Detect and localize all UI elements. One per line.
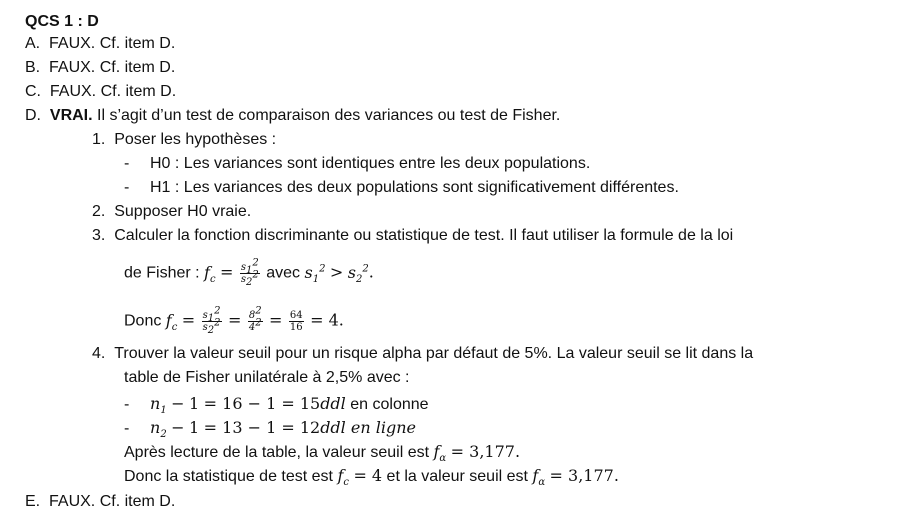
step-text: Supposer H0 vraie.: [114, 203, 252, 220]
item-letter: C.: [25, 83, 41, 100]
formula-lead: de Fisher :: [124, 264, 205, 282]
step-text: Trouver la valeur seuil pour un risque alpha par défaut de 5%. La valeur seuil se lit dans la: [114, 345, 754, 362]
conclusion-text: Donc la statistique de test est: [124, 468, 338, 485]
conclusion: Donc la statistique de test est $f_c = 4$ et la valeur seuil est $f_\alpha = 3,177$.: [124, 466, 619, 489]
item-text: Il s’agit d’un test de comparaison des variances ou test de Fisher.: [92, 107, 561, 124]
item-text: FAUX. Cf. item D.: [49, 83, 177, 100]
item-letter: E.: [25, 493, 41, 510]
step-number: 1.: [92, 131, 106, 148]
table-reading: Après lecture de la table, la valeur seuil est $f_\alpha = 3,177$.: [124, 442, 521, 465]
hypothesis-h0: - H0 : Les variances sont identiques entre les deux populations.: [124, 155, 591, 172]
fraction: $\frac{s_1^2}{s_2^2}$: [202, 305, 221, 336]
hypothesis-text: H1 : Les variances des deux populations sont significativement différentes.: [150, 179, 679, 196]
fraction: $\frac{s_1^2}{s_2^2}$: [240, 257, 259, 288]
item-b: [25, 58, 175, 78]
conclusion-text: et la valeur seuil est: [382, 468, 533, 485]
ddl-unit: ddl: [320, 394, 346, 413]
step-4: [92, 344, 753, 364]
fisher-computation: Donc $f_c$ = $\frac{s_1^2}{s_2^2}$ = $\frac{8^2}{4^2}$ = $\frac{64}{16}$ = 4.: [124, 305, 344, 336]
ddl-column: - $n_1 - 1 = 16 - 1 = 15ddl$ en colonne: [124, 394, 429, 417]
formula-result: = 4.: [310, 310, 344, 330]
item-a: [25, 34, 175, 54]
item-letter: A.: [25, 35, 41, 52]
reading-text: Après lecture de la table, la valeur seuil est: [124, 444, 434, 461]
item-d: [25, 106, 560, 126]
fraction: $\frac{64}{16}$: [289, 310, 303, 333]
item-letter: D.: [25, 107, 41, 124]
fraction: $\frac{8^2}{4^2}$: [248, 305, 262, 333]
ddl-unit: ddl en ligne: [320, 418, 416, 437]
item-letter: B.: [25, 59, 41, 76]
fisher-formula: de Fisher : $f_c$ = $\frac{s_1^2}{s_2^2}$ avec $s_1^2 > s_2^2$.: [124, 257, 374, 288]
item-e: [25, 492, 175, 512]
threshold-value: = 3,177.: [450, 442, 521, 461]
ddl-expr: = 16 − 1 = 15: [203, 394, 321, 413]
step-text: Calculer la fonction discriminante ou statistique de test. Il faut utiliser la formule de la loi: [114, 227, 734, 244]
hypothesis-h1: - H1 : Les variances des deux populations sont significativement différentes.: [124, 179, 679, 196]
statistic-value: = 4: [353, 466, 383, 485]
step-3: [92, 226, 733, 246]
page-title: QCS 1 : D: [25, 13, 99, 30]
item-c: [25, 82, 176, 102]
threshold-value: = 3,177.: [549, 466, 619, 485]
step-number: 3.: [92, 227, 106, 244]
ddl-tail: en colonne: [345, 396, 429, 413]
step-text: Poser les hypothèses :: [114, 131, 277, 148]
item-text: FAUX. Cf. item D.: [49, 35, 176, 52]
item-verdict: VRAI.: [49, 107, 93, 124]
step-1: [92, 130, 276, 150]
item-text: FAUX. Cf. item D.: [49, 59, 176, 76]
item-text: FAUX. Cf. item D.: [49, 493, 176, 510]
step-4-continued: table de Fisher unilatérale à 2,5% avec :: [124, 369, 410, 386]
ddl-expr: = 13 − 1 = 12: [203, 418, 321, 437]
step-number: 2.: [92, 203, 106, 220]
formula-lead: Donc: [124, 312, 166, 330]
hypothesis-text: H0 : Les variances sont identiques entre les deux populations.: [150, 155, 591, 172]
ddl-row: - $n_2 - 1 = 13 - 1 = 12ddl$ en ligne: [124, 418, 416, 441]
step-number: 4.: [92, 345, 106, 362]
step-2: [92, 202, 251, 222]
formula-avec: avec: [266, 264, 301, 282]
